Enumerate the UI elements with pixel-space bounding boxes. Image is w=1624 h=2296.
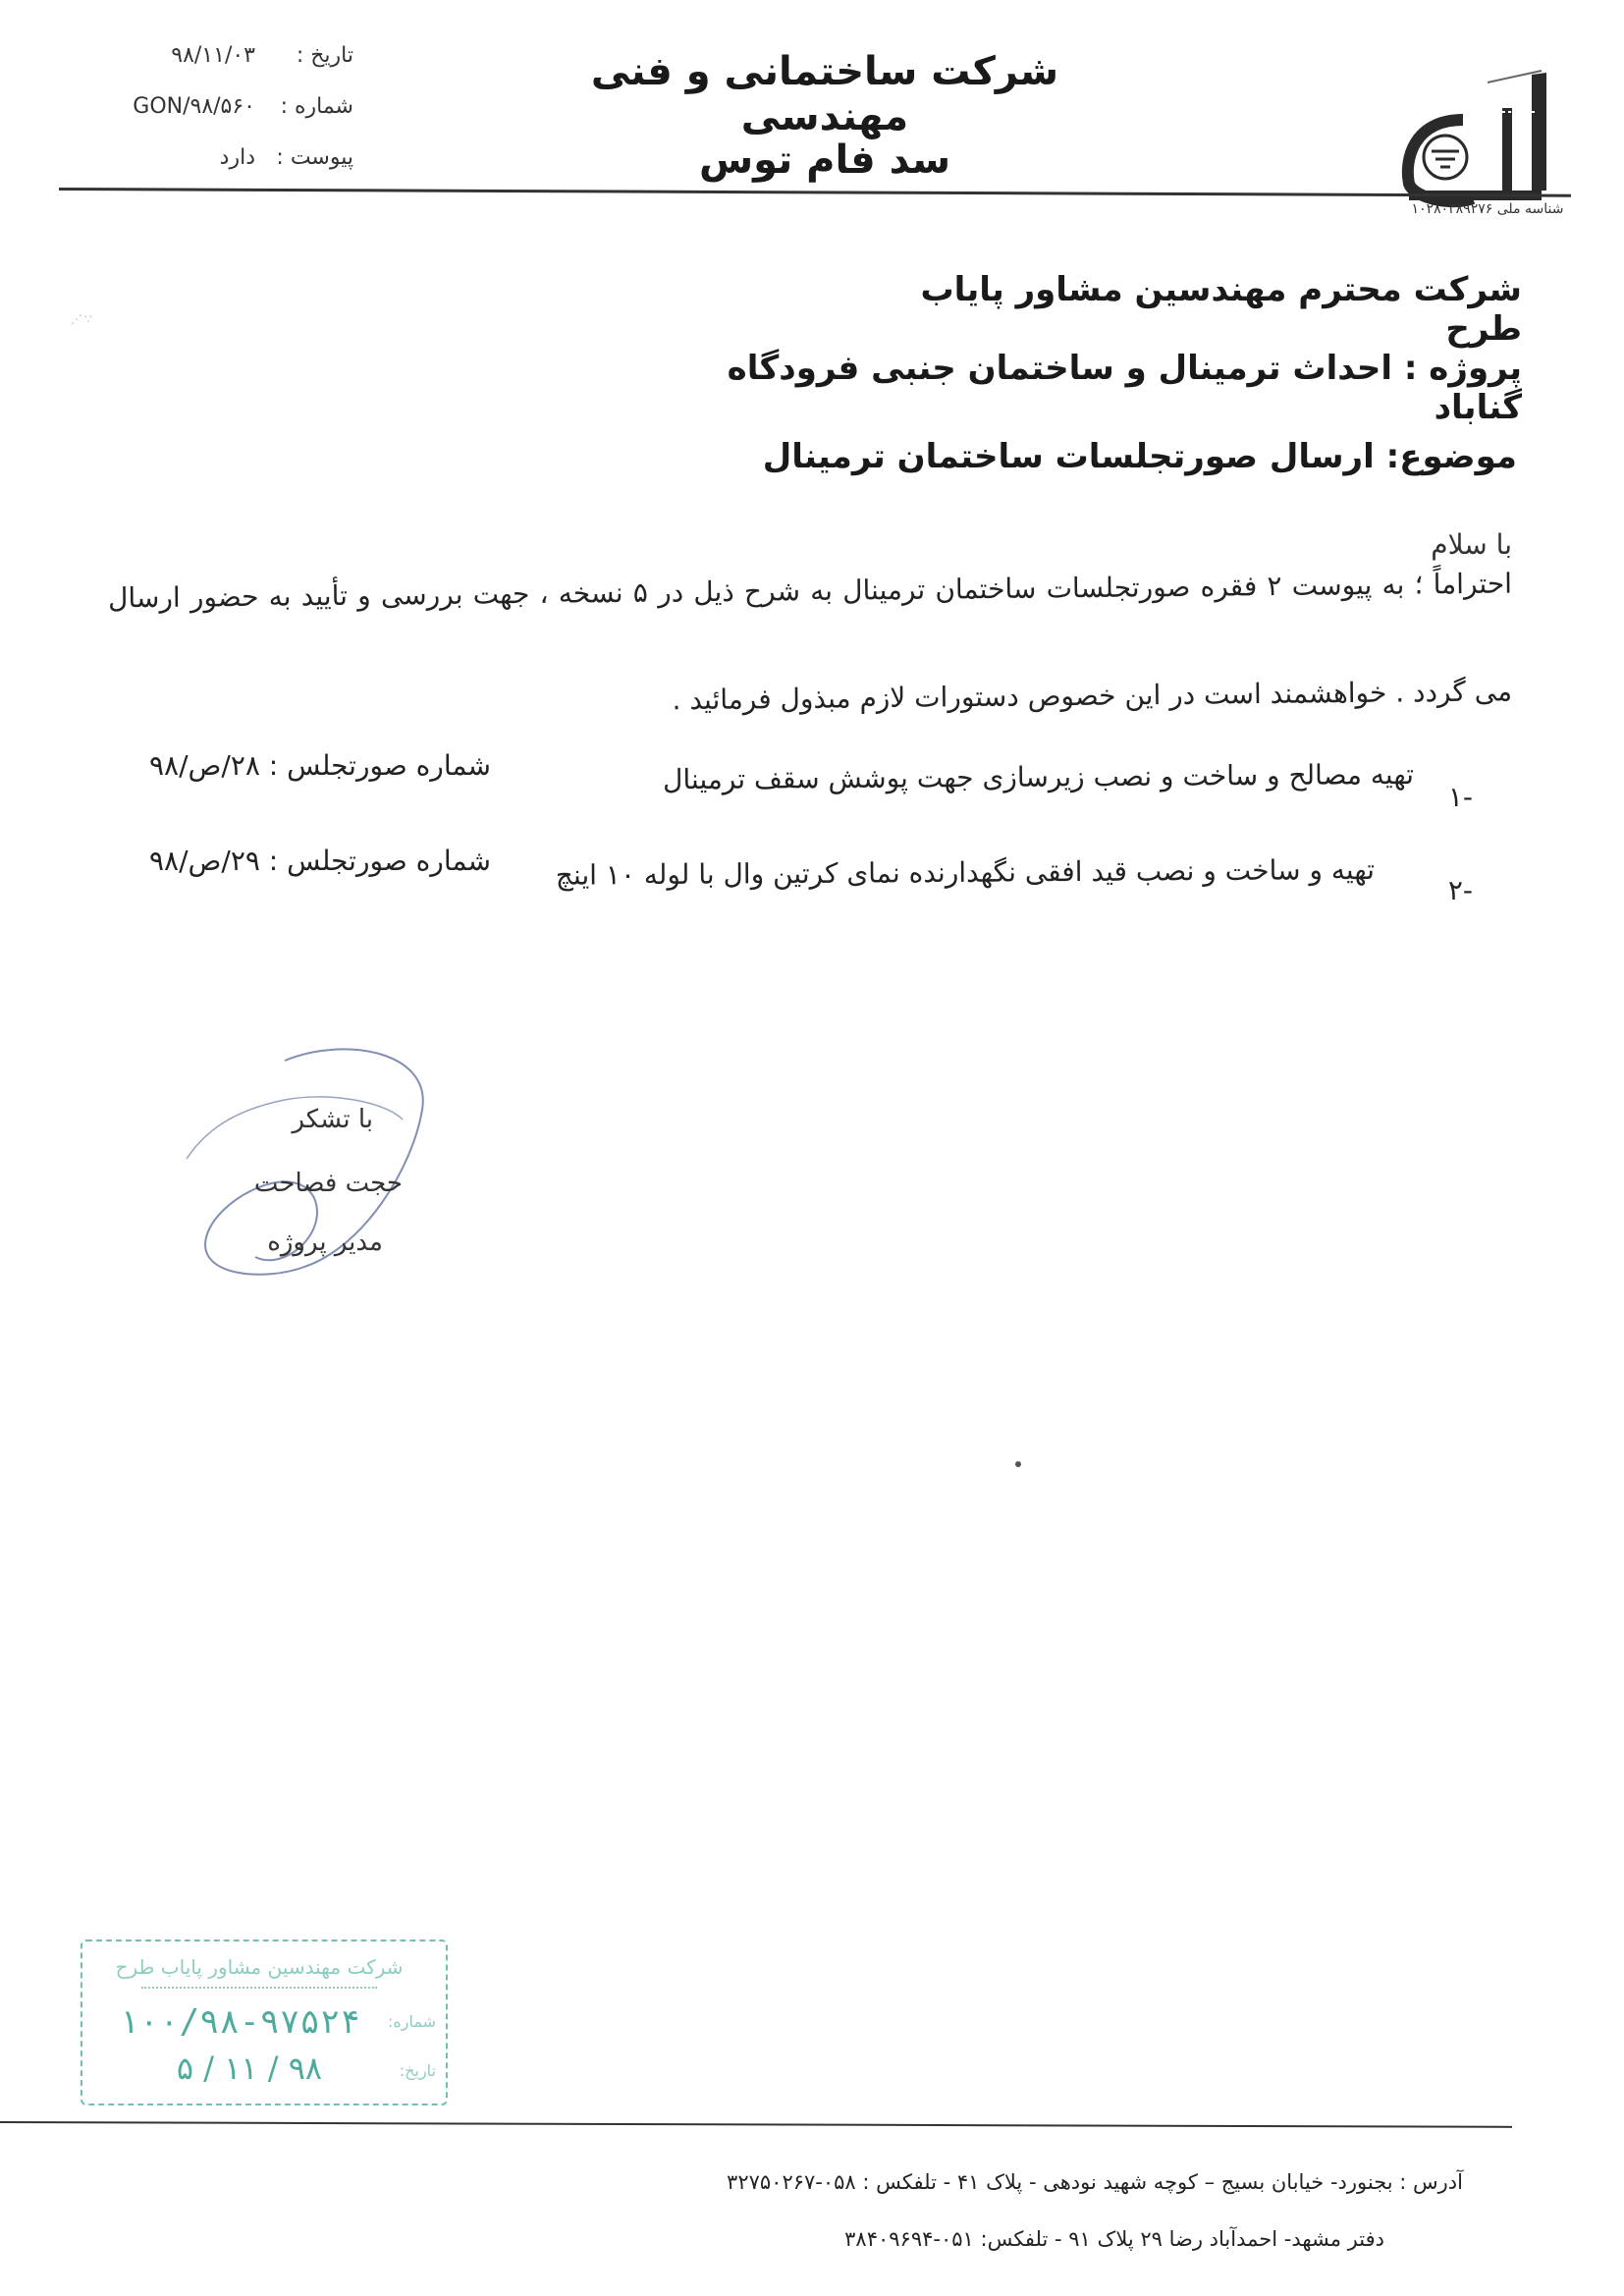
- stamp-date: ۹۸ / ۱۱ / ۵: [176, 2050, 323, 2087]
- paragraph-line-1: احتراماً ؛ به پیوست ۲ فقره صورتجلسات ساختمان ترمینال به شرح ذیل در ۵ نسخه ، جهت بررسی و تأیید به حضور ارسال: [107, 567, 1513, 615]
- closing: با تشکر: [292, 1105, 373, 1134]
- footer-address: آدرس : بجنورد- خیابان بسیج – کوچه شهید نودهی - پلاک ۴۱ - تلفکس : ۰۵۸-۳۲۷۵۰۲۶۷: [727, 2170, 1463, 2194]
- national-id: شناسه ملی ۱۰۲۸۰۳۸۹۲۷۶: [1411, 201, 1564, 217]
- stamp-date-label: تاریخ:: [399, 2061, 436, 2080]
- greeting: با سلام: [1431, 528, 1512, 561]
- attachment-row: [79, 145, 353, 185]
- scan-smudge: ⋰∵: [71, 312, 94, 326]
- stamp-divider: [141, 1987, 377, 1991]
- receipt-stamp: [81, 1940, 448, 2105]
- company-name: شرکت ساختمانی و فنی مهندسی: [590, 49, 1059, 139]
- item-number: -۱: [1447, 781, 1473, 813]
- footer-divider: [0, 2121, 1512, 2128]
- header-divider: [59, 188, 1571, 197]
- date-row: [79, 43, 353, 82]
- stamp-number-label: شماره:: [387, 2012, 436, 2031]
- item-text: تهیه مصالح و ساخت و نصب زیرسازی جهت پوشش سقف ترمینال: [662, 757, 1415, 796]
- recipient: شرکت محترم مهندسین مشاور پایاب طرح: [920, 270, 1522, 349]
- company-name-line2: سد فام توس: [698, 137, 951, 183]
- minutes-number: شماره صورتجلس : ۲۹/ص/۹۸: [149, 845, 491, 877]
- item-number: -۲: [1447, 874, 1473, 906]
- item-text: تهیه و ساخت و نصب قید افقی نگهدارنده نمای کرتین وال با لوله ۱۰ اینچ: [555, 852, 1376, 892]
- stamp-number: ۱۰۰/۹۸-۹۷۵۲۴: [119, 2002, 360, 2042]
- ink-dot: [1015, 1461, 1021, 1467]
- number-value: GON/۹۸/۵۶۰: [133, 94, 255, 119]
- number-row: [79, 94, 353, 134]
- attachment-value: دارد: [219, 145, 255, 170]
- attachment-label: پیوست :: [276, 145, 353, 170]
- minutes-number: شماره صورتجلس : ۲۸/ص/۹۸: [149, 749, 491, 782]
- subject-line: موضوع: ارسال صورتجلسات ساختمان ترمینال: [762, 437, 1517, 476]
- paragraph-line-2: می گردد . خواهشمند است در این خصوص دستورات لازم مبذول فرمائید .: [672, 675, 1513, 717]
- footer-office: دفتر مشهد- احمدآباد رضا ۲۹ پلاک ۹۱ - تلفکس: ۰۵۱-۳۸۴۰۹۶۹۴: [844, 2227, 1384, 2251]
- date-label: تاریخ :: [296, 43, 353, 68]
- stamp-header: شرکت مهندسین مشاور پایاب طرح: [115, 1955, 404, 1979]
- signer-title: مدیر پروژه: [267, 1228, 383, 1257]
- number-label: شماره :: [280, 94, 353, 119]
- signer-name: حجت فصاحت: [253, 1169, 403, 1198]
- date-value: ۹۸/۱۱/۰۳: [171, 43, 255, 68]
- project-line: پروژه : احداث ترمینال و ساختمان جنبی فرودگاه گناباد: [727, 349, 1522, 427]
